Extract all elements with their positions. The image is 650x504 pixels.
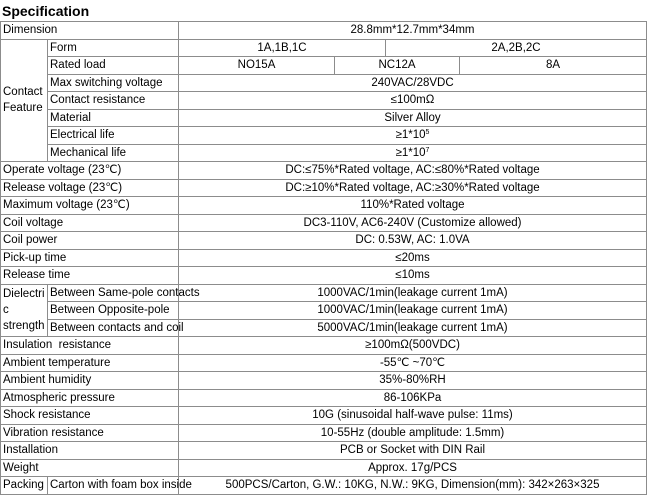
row-value: ≤20ms xyxy=(179,249,647,267)
row-value: DC:≥10%*Rated voltage, AC:≥30%*Rated voltage xyxy=(179,179,647,197)
row-value: DC: 0.53W, AC: 1.0VA xyxy=(179,232,647,250)
row-shock-resistance xyxy=(1,407,647,425)
row-ambient-humidity xyxy=(1,372,647,390)
row-value: 5000VAC/1min(leakage current 1mA) xyxy=(179,319,647,337)
row-form xyxy=(1,39,647,57)
row-label: Max switching voltage xyxy=(48,74,179,92)
row-label: Dimension xyxy=(1,22,179,40)
rated-load-value-3: 8A xyxy=(460,57,647,75)
row-label: Release voltage (23℃) xyxy=(1,179,179,197)
row-packing xyxy=(1,477,647,495)
row-material xyxy=(1,109,647,127)
row-label: Maximum voltage (23℃) xyxy=(1,197,179,215)
row-value: PCB or Socket with DIN Rail xyxy=(179,442,647,460)
row-label: Weight xyxy=(1,459,179,477)
row-value: 500PCS/Carton, G.W.: 10KG, N.W.: 9KG, Dimension(mm): 342×263×325 xyxy=(179,477,647,495)
row-value: DC3-110V, AC6-240V (Customize allowed) xyxy=(179,214,647,232)
row-value: 110%*Rated voltage xyxy=(179,197,647,215)
row-release-voltage xyxy=(1,179,647,197)
row-label: Between Opposite-pole xyxy=(48,302,179,320)
row-value: 10G (sinusoidal half-wave pulse: 11ms) xyxy=(179,407,647,425)
row-rated-load xyxy=(1,57,647,75)
row-label: Material xyxy=(48,109,179,127)
rated-load-value-1: NO15A xyxy=(179,57,335,75)
row-label: Pick-up time xyxy=(1,249,179,267)
row-value: 35%-80%RH xyxy=(179,372,647,390)
row-dimension xyxy=(1,22,647,40)
row-mechanical-life xyxy=(1,144,647,162)
row-coil-voltage xyxy=(1,214,647,232)
row-label: Release time xyxy=(1,267,179,285)
row-dielectric-same-pole xyxy=(1,284,647,302)
row-value: ≤100mΩ xyxy=(179,92,647,110)
row-value: Silver Alloy xyxy=(179,109,647,127)
row-value: 86-106KPa xyxy=(179,389,647,407)
row-label: Contact resistance xyxy=(48,92,179,110)
row-label: Between contacts and coil xyxy=(48,319,179,337)
row-atmospheric-pressure xyxy=(1,389,647,407)
row-label: Installation xyxy=(1,442,179,460)
row-label: Form xyxy=(48,39,179,57)
row-electrical-life xyxy=(1,127,647,145)
row-sublabel: Carton with foam box inside xyxy=(48,477,179,495)
row-weight xyxy=(1,459,647,477)
row-value: ≤10ms xyxy=(179,267,647,285)
row-value: 28.8mm*12.7mm*34mm xyxy=(179,22,647,40)
row-pickup-time xyxy=(1,249,647,267)
row-value: 1000VAC/1min(leakage current 1mA) xyxy=(179,302,647,320)
row-label: Ambient temperature xyxy=(1,354,179,372)
row-label: Vibration resistance xyxy=(1,424,179,442)
row-label: Shock resistance xyxy=(1,407,179,425)
row-value: DC:≤75%*Rated voltage, AC:≤80%*Rated voltage xyxy=(179,162,647,180)
row-label: Ambient humidity xyxy=(1,372,179,390)
row-value: $\ge 1*10^7$ xyxy=(179,144,647,162)
row-max-switching-voltage xyxy=(1,74,647,92)
row-label: Mechanical life xyxy=(48,144,179,162)
row-installation xyxy=(1,442,647,460)
row-release-time xyxy=(1,267,647,285)
row-insulation-resistance xyxy=(1,337,647,355)
page-title: Specification xyxy=(2,3,90,19)
row-value: -55℃ ~70℃ xyxy=(179,354,647,372)
row-value: 10-55Hz (double amplitude: 1.5mm) xyxy=(179,424,647,442)
row-label: Electrical life xyxy=(48,127,179,145)
row-maximum-voltage xyxy=(1,197,647,215)
row-vibration-resistance xyxy=(1,424,647,442)
row-value: 1000VAC/1min(leakage current 1mA) xyxy=(179,284,647,302)
row-dielectric-contacts-coil xyxy=(1,319,647,337)
row-dielectric-opposite-pole xyxy=(1,302,647,320)
row-label: Operate voltage (23℃) xyxy=(1,162,179,180)
group-label-contact-feature: Contact Feature xyxy=(1,39,48,162)
row-label: Insulation resistance xyxy=(1,337,179,355)
specification-table xyxy=(0,21,647,495)
row-ambient-temperature xyxy=(1,354,647,372)
row-label: Between Same-pole contacts xyxy=(48,284,179,302)
rated-load-value-2: NC12A xyxy=(335,57,460,75)
row-coil-power xyxy=(1,232,647,250)
group-label-dielectric-strength: Dielectri c strength xyxy=(1,284,48,337)
row-operate-voltage xyxy=(1,162,647,180)
row-value: Approx. 17g/PCS xyxy=(179,459,647,477)
row-value: 240VAC/28VDC xyxy=(179,74,647,92)
row-label: Atmospheric pressure xyxy=(1,389,179,407)
form-value-2: 2A,2B,2C xyxy=(386,39,647,57)
row-contact-resistance xyxy=(1,92,647,110)
row-label: Coil voltage xyxy=(1,214,179,232)
row-label: Coil power xyxy=(1,232,179,250)
row-value: $\ge 1*10^5$ xyxy=(179,127,647,145)
row-value: ≥100mΩ(500VDC) xyxy=(179,337,647,355)
row-label: Rated load xyxy=(48,57,179,75)
form-value-1: 1A,1B,1C xyxy=(179,39,386,57)
row-label: Packing xyxy=(1,477,48,495)
